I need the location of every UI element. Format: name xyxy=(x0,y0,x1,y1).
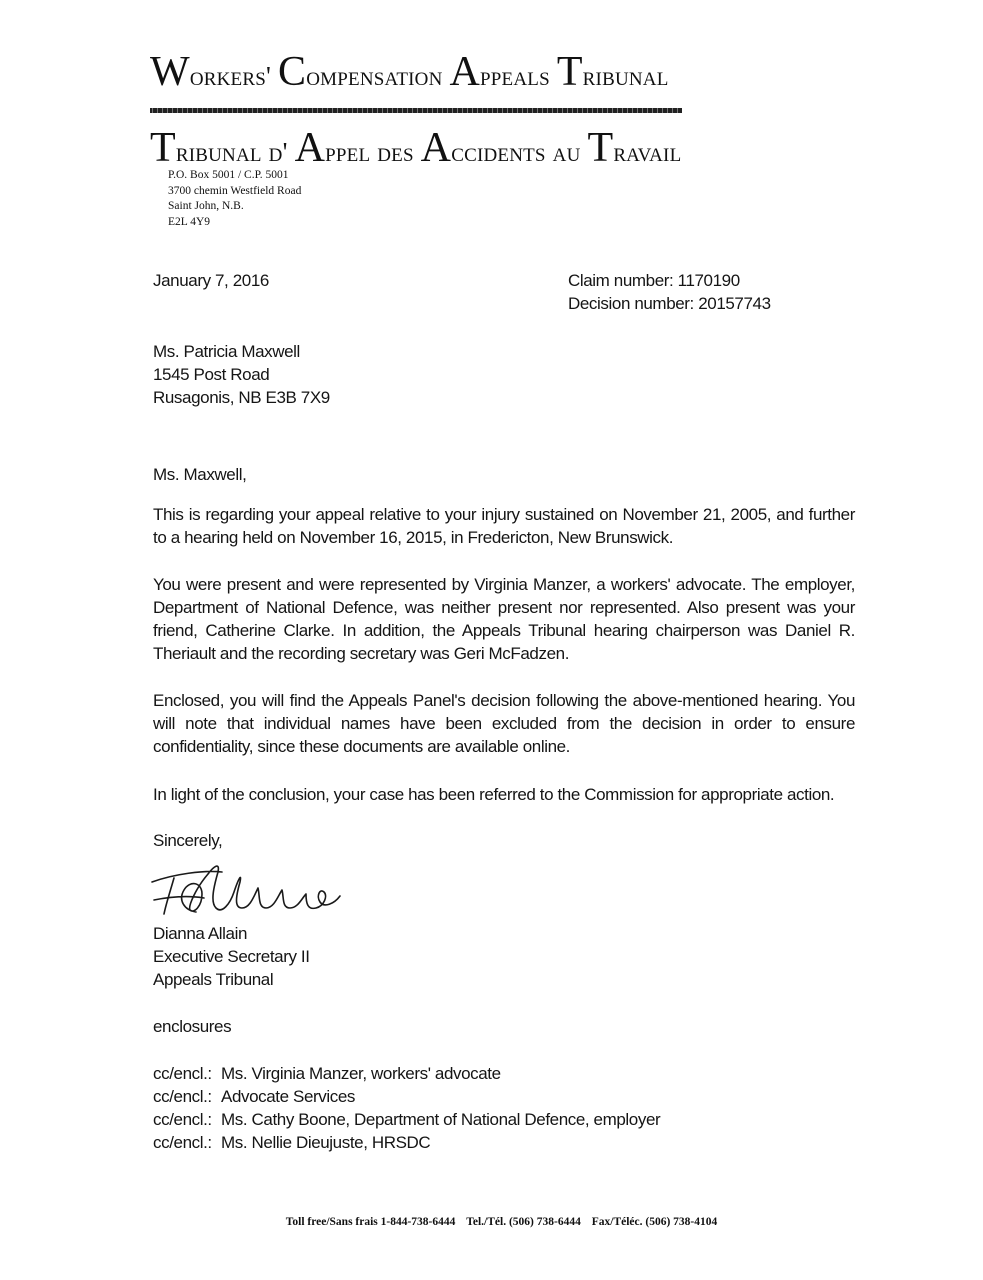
cc-label: cc/encl.: xyxy=(153,1064,212,1083)
title-word: Appeals xyxy=(449,49,550,95)
telephone-number: Tel./Tél. (506) 738-6444 xyxy=(466,1216,581,1228)
decision-number: Decision number: 20157743 xyxy=(568,294,771,313)
toll-free-number: Toll free/Sans frais 1-844-738-6444 xyxy=(285,1216,456,1228)
cc-label: cc/encl.: xyxy=(153,1087,212,1106)
letterhead-divider xyxy=(150,108,682,113)
address-line: Saint John, N.B. xyxy=(168,200,244,212)
signer-department: Appeals Tribunal xyxy=(153,970,274,989)
tribunal-address xyxy=(168,168,301,230)
signer-title: Executive Secretary II xyxy=(153,947,310,966)
cc-row xyxy=(153,1062,660,1085)
enclosures-note: enclosures xyxy=(153,1017,232,1036)
title-word: Compensation xyxy=(278,49,443,95)
letterhead-english-title xyxy=(150,48,669,96)
contact-footer xyxy=(0,1216,983,1228)
title-word: Accidents au xyxy=(420,125,581,171)
reference-block xyxy=(568,269,771,315)
recipient-line: Ms. Patricia Maxwell xyxy=(153,342,300,361)
body-paragraph: Enclosed, you will find the Appeals Panel's decision following the above-mentioned hearing. You will note that individual names have been excluded from the decision in order to ensure confidentiality, since these documents are available online. xyxy=(153,691,855,756)
address-line: E2L 4Y9 xyxy=(168,215,211,228)
salutation: Ms. Maxwell, xyxy=(153,465,247,484)
cc-value: Ms. Cathy Boone, Department of National Defence, employer xyxy=(221,1110,661,1129)
title-word: Tribunal d' xyxy=(150,125,288,171)
cc-list xyxy=(153,1062,660,1154)
claim-number: Claim number: 1170190 xyxy=(568,271,740,290)
body-paragraph: In light of the conclusion, your case has been referred to the Commission for appropriate action. xyxy=(153,785,835,804)
address-line: P.O. Box 5001 / C.P. 5001 xyxy=(168,169,289,181)
cc-value: Advocate Services xyxy=(221,1087,355,1106)
body-paragraph: You were present and were represented by Virginia Manzer, a workers' advocate. The employer, Department of National Defence, was neither present nor represented. Also present was your friend, Catherine Clarke. In addition, the Appeals Tribunal hearing chairperson was Daniel R. Theriault and the recording secretary was Geri McFadzen. xyxy=(153,575,855,663)
cc-row xyxy=(153,1085,660,1108)
cc-label: cc/encl.: xyxy=(153,1110,212,1129)
recipient-line: 1545 Post Road xyxy=(153,365,270,384)
letter-date: January 7, 2016 xyxy=(153,271,269,290)
signer-block xyxy=(153,922,310,991)
closing: Sincerely, xyxy=(153,831,223,850)
cc-value: Ms. Nellie Dieujuste, HRSDC xyxy=(221,1133,431,1152)
title-word: Travail xyxy=(587,125,682,171)
signer-name: Dianna Allain xyxy=(153,924,248,943)
title-word: Workers' xyxy=(150,49,272,95)
recipient-line: Rusagonis, NB E3B 7X9 xyxy=(153,388,330,407)
signature-image xyxy=(144,852,354,922)
letterhead-french-title xyxy=(150,124,681,172)
address-line: 3700 chemin Westfield Road xyxy=(168,184,302,197)
recipient-address xyxy=(153,340,330,409)
body-paragraph: This is regarding your appeal relative to your injury sustained on November 21, 2005, and further to a hearing held on November 16, 2015, in Fredericton, New Brunswick. xyxy=(153,505,855,547)
cc-value: Ms. Virginia Manzer, workers' advocate xyxy=(221,1064,501,1083)
title-word: Tribunal xyxy=(556,49,669,95)
cc-row xyxy=(153,1108,660,1131)
cc-label: cc/encl.: xyxy=(153,1133,212,1152)
title-word: Appel des xyxy=(294,125,414,171)
fax-number: Fax/Téléc. (506) 738-4104 xyxy=(591,1216,718,1228)
cc-row xyxy=(153,1131,660,1154)
